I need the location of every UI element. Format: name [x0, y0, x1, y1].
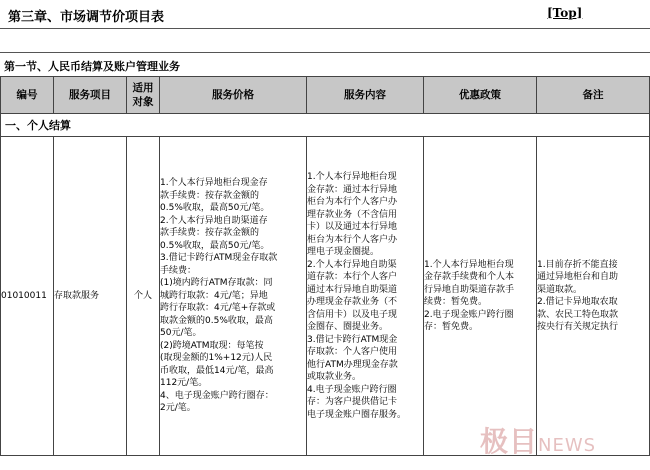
- content-line: 含信用卡）以及电子现: [307, 309, 398, 320]
- subheading-personal: 一、个人结算: [1, 114, 650, 137]
- price-line: 手续费：: [160, 265, 197, 276]
- content-line: 卡）以及通过本行异地: [307, 222, 398, 232]
- content-line: 办理现金存款业务（不: [307, 297, 398, 307]
- content-line: 他行ATM办理现金存款: [307, 359, 398, 370]
- price-line: 0.5%收取，最高50元/笔。: [160, 240, 270, 251]
- price-line: (2)跨境ATM取现：每笔按: [160, 340, 264, 351]
- content-line: 理存款业务（不含信用: [307, 209, 398, 220]
- note-line: 按央行有关规定执行: [537, 322, 619, 332]
- content-line: 1.个人本行异地柜台现: [307, 172, 397, 182]
- price-line: 3.借记卡跨行ATM现金存取款: [160, 253, 278, 264]
- top-link[interactable]: [Top]: [547, 6, 583, 20]
- policy-line: 金存款手续费和个人本: [424, 272, 515, 282]
- watermark-en: NEWS: [538, 435, 597, 456]
- subheading-row: [1, 114, 650, 137]
- section-header: [0, 54, 650, 76]
- content-line: 金存款：通过本行异地: [307, 184, 398, 195]
- price-line: 50元/笔。: [160, 328, 202, 339]
- price-line: 112元/笔。: [160, 378, 208, 389]
- price-line: 款手续费：按存款金额的: [160, 190, 260, 201]
- cell-policy: [424, 137, 537, 456]
- header-object: [127, 77, 160, 114]
- price-line: 0.5%收取，最高50元/笔。: [160, 203, 270, 214]
- price-line: 城跨行取款：4元/笔；异地: [160, 290, 268, 301]
- content-line: 3.借记卡跨行ATM现金: [307, 334, 398, 345]
- content-line: 电子现金账户圈存服务。: [307, 409, 407, 420]
- chapter-header: [0, 0, 650, 28]
- content-line: 通过本行异地自助渠道: [307, 284, 398, 295]
- price-line: 取款金额的0.5%收取，最高: [160, 315, 273, 326]
- cell-price: [160, 137, 307, 456]
- content-line: 理电子现金圈提。: [307, 247, 380, 257]
- policy-line: 存：暂免费。: [424, 322, 479, 332]
- price-line: (取现金额的1%+12元)人民: [160, 353, 273, 364]
- cell-content: [307, 137, 424, 456]
- content-line: 或取款业务。: [307, 372, 362, 382]
- divider: [0, 28, 650, 29]
- watermark-cn: 极目: [480, 425, 539, 458]
- price-line: 2.个人本行异地自助渠道存: [160, 215, 268, 226]
- header-price: 服务价格: [160, 77, 307, 114]
- header-object-line2: 对象: [132, 96, 154, 108]
- content-line: 存：为客户提供借记卡: [307, 397, 398, 407]
- cell-note: [537, 137, 650, 456]
- note-line: 通过异地柜台和自助: [537, 272, 619, 282]
- note-line: 1.目前存折不能直接: [537, 259, 618, 270]
- header-code: 编号: [1, 77, 54, 114]
- divider: [0, 52, 650, 53]
- header-content: 服务内容: [307, 77, 424, 114]
- cell-item: 存取款服务: [54, 137, 127, 456]
- price-line: 4、电子现金账户跨行圈存：: [160, 390, 274, 401]
- price-line: 跨行存取款：4元/笔+存款或: [160, 303, 276, 314]
- policy-line: 2.电子现金账户跨行圈: [424, 309, 514, 320]
- content-line: 金圈存、圈提业务。: [307, 322, 389, 332]
- note-line: 渠道取款。: [537, 284, 583, 295]
- content-line: 4.电子现金账户跨行圈: [307, 384, 397, 395]
- note-line: 款、农民工特色取款: [537, 309, 619, 320]
- cell-code: 01010011: [1, 137, 54, 456]
- content-line: 存取款：个人客户使用: [307, 347, 398, 357]
- price-line: 币收取，最低14元/笔，最高: [160, 365, 274, 376]
- chapter-title: 第三章、市场调节价项目表: [8, 10, 165, 25]
- header-policy: 优惠政策: [424, 77, 537, 114]
- header-note: 备注: [537, 77, 650, 114]
- table-row: [1, 137, 650, 456]
- cell-object: 个人: [127, 137, 160, 456]
- price-line: (1)境内跨行ATM存取款：同: [160, 278, 273, 289]
- policy-line: 行异地自助渠道存款手: [424, 284, 515, 295]
- price-line: 款手续费：按存款金额的: [160, 228, 260, 239]
- content-line: 道存款：本行个人客户: [307, 272, 398, 282]
- fee-table: [0, 76, 650, 456]
- header-row: [1, 77, 650, 114]
- content-line: 2.个人本行异地自助渠: [307, 259, 397, 270]
- policy-line: 1.个人本行异地柜台现: [424, 259, 514, 270]
- price-line: 2元/笔。: [160, 403, 196, 414]
- section-title: 第一节、人民币结算及账户管理业务: [4, 60, 180, 73]
- content-line: 柜台为本行个人客户办: [307, 197, 398, 207]
- header-object-line1: 适用: [132, 82, 154, 94]
- header-item: 服务项目: [54, 77, 127, 114]
- policy-line: 续费：暂免费。: [424, 297, 488, 307]
- content-line: 柜台为本行个人客户办: [307, 234, 398, 245]
- note-line: 2.借记卡异地取农取: [537, 297, 618, 307]
- news-watermark: [480, 420, 596, 460]
- price-line: 1.个人本行异地柜台现金存: [160, 178, 268, 189]
